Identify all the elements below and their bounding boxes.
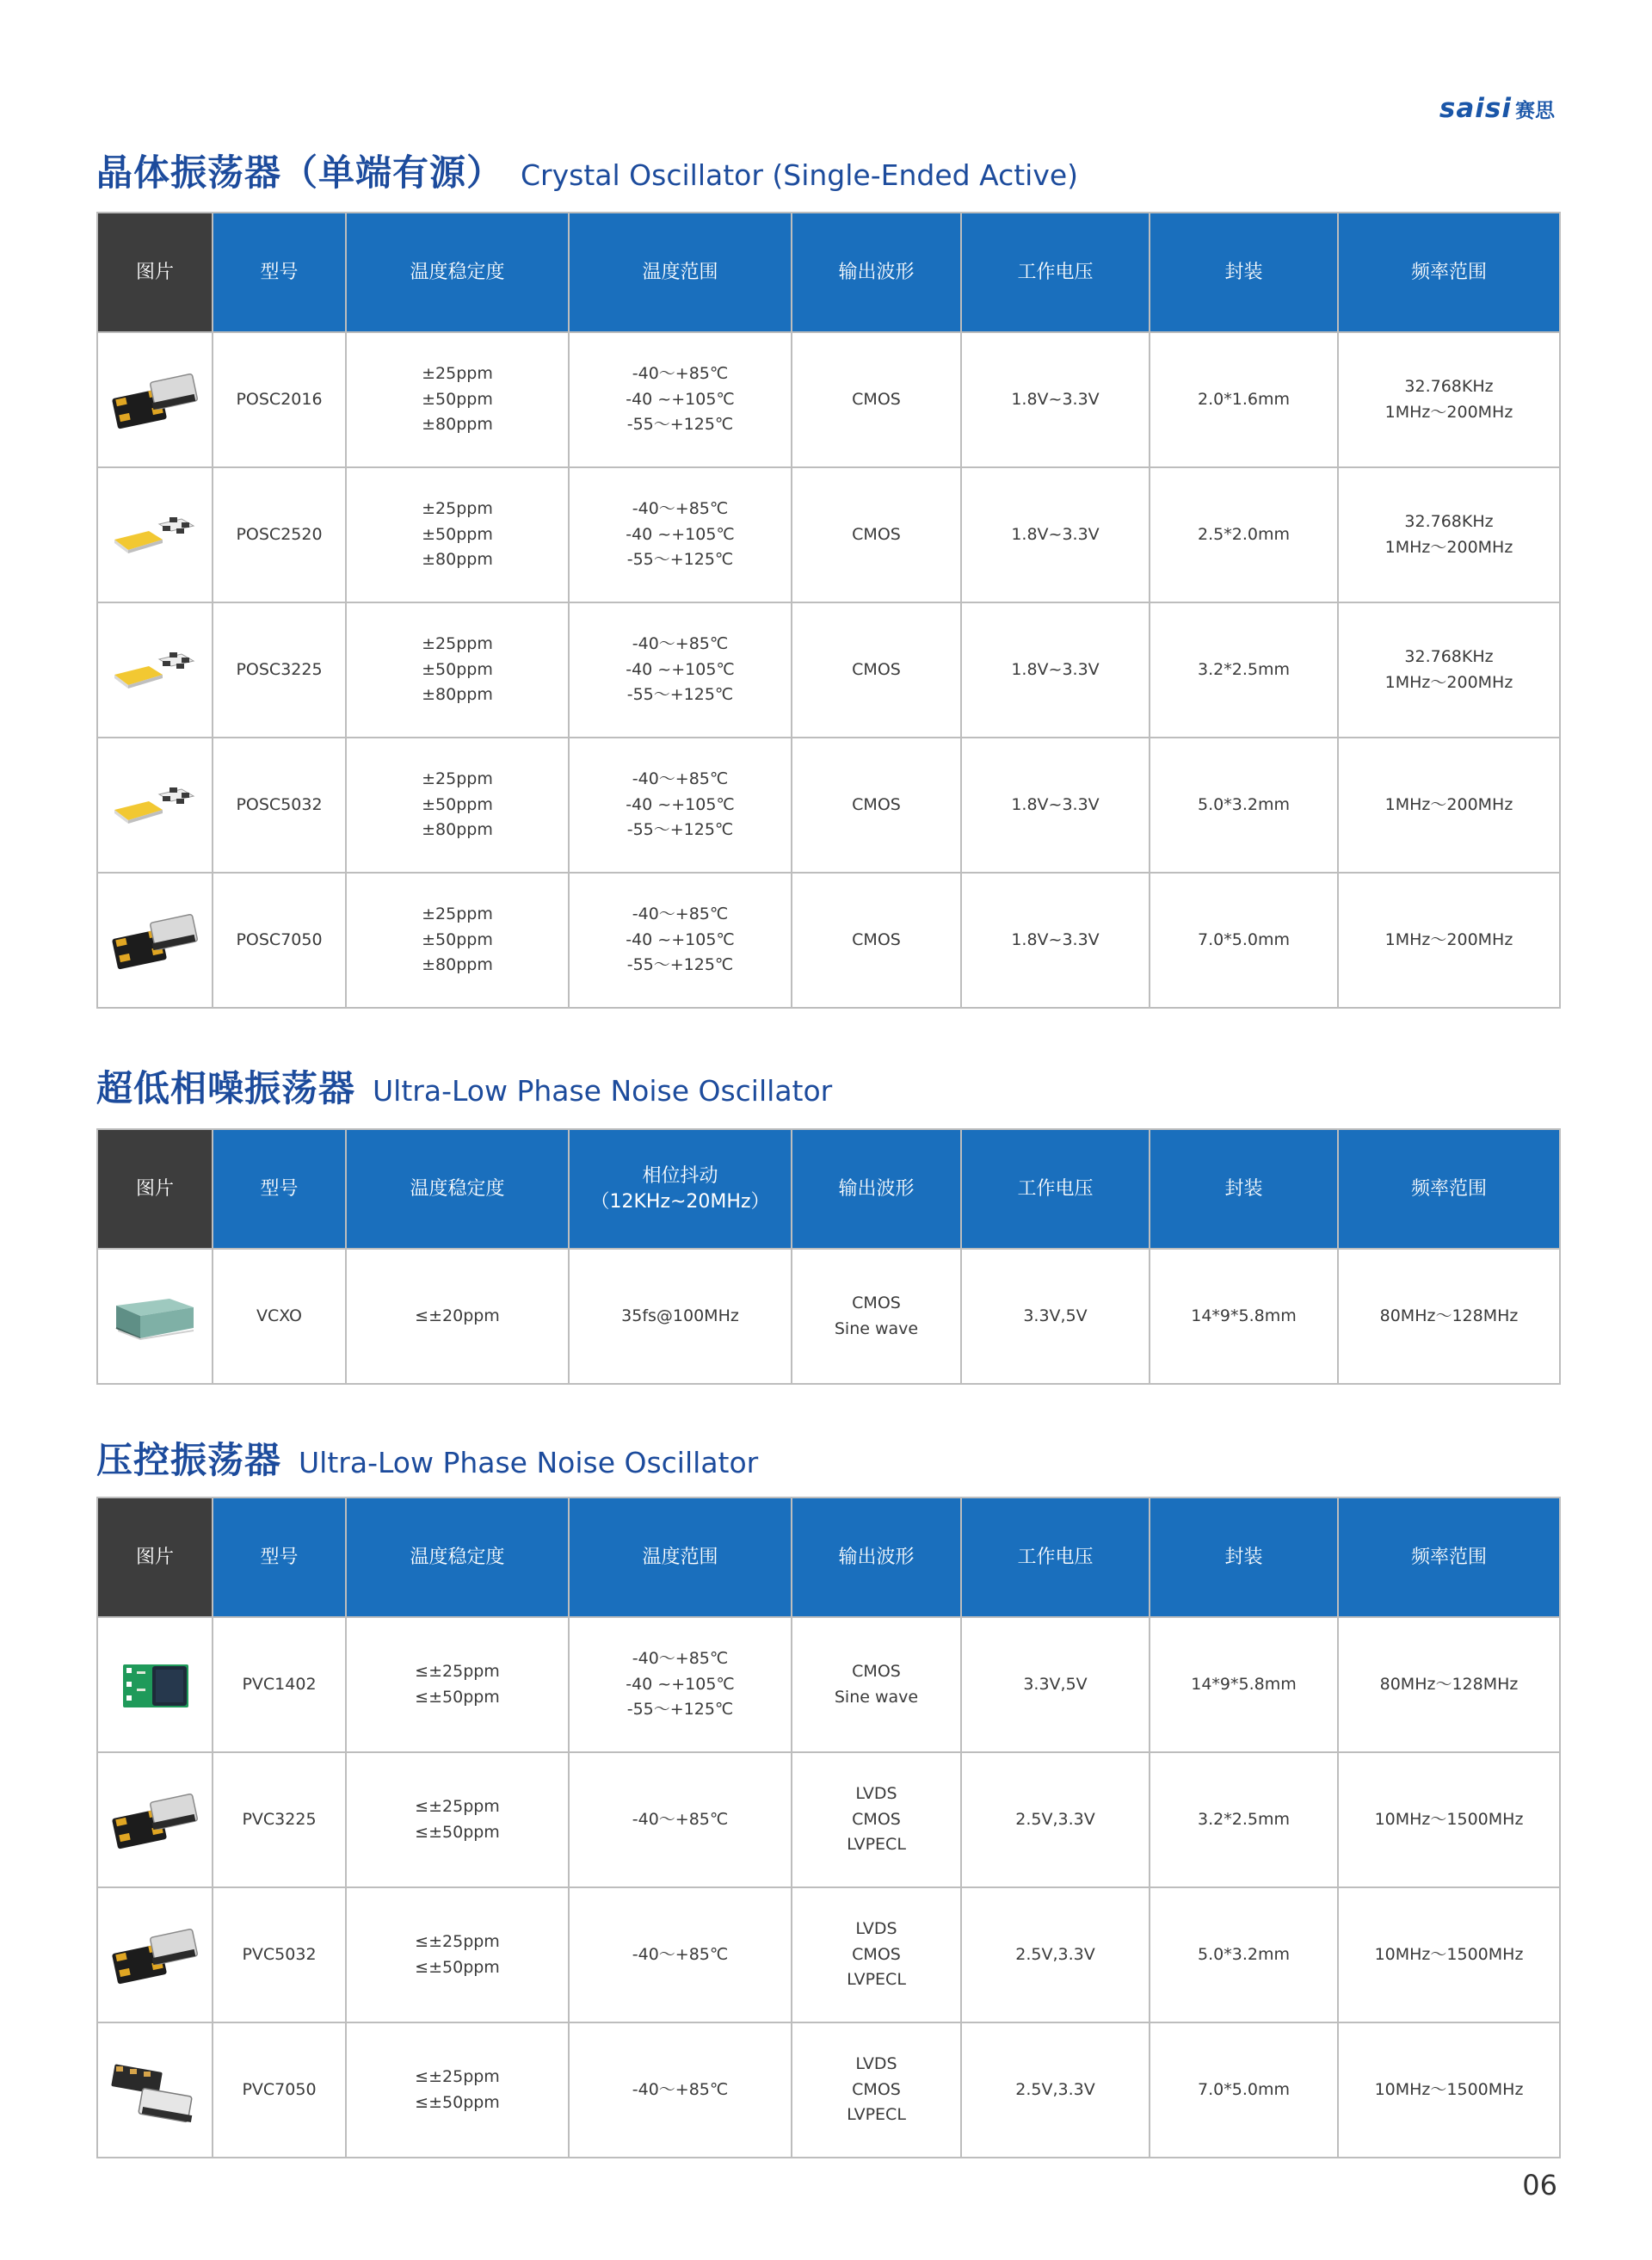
output-line: CMOS [852,1662,901,1682]
smd-gold-lid-icon [98,775,212,836]
table-header-row [97,213,1560,332]
output-line: CMOS [852,929,901,949]
output-line: LVPECL [847,1835,906,1855]
package-text: 3.2*2.5mm [1198,1809,1290,1829]
package-text: 7.0*5.0mm [1198,2079,1290,2099]
header-line: （12KHz~20MHz） [590,1190,770,1213]
temp-line: -40 ~+105℃ [626,389,735,409]
stability-line: ±25ppm [422,905,493,924]
freq-line: 10MHz～1500MHz [1374,1944,1524,1964]
voltage-cell [961,1249,1150,1384]
model-text: PVC5032 [242,1944,317,1964]
header-line: 输出波形 [838,1177,915,1200]
output-line: Sine wave [834,1318,919,1338]
product-image-cell [97,738,213,873]
column-header [961,213,1150,332]
voltage-text: 1.8V~3.3V [1011,389,1100,409]
stability-cell [346,873,569,1008]
column-header [1338,1129,1560,1249]
output-line: CMOS [852,659,901,679]
smd-gold-lid-icon [98,640,212,701]
package-cell [1150,1752,1338,1887]
temperature-cell [569,738,792,873]
stability-cell [346,1752,569,1887]
output-cell [792,602,961,738]
header-line: 工作电压 [1017,1177,1094,1200]
temp-line: -40～+85℃ [632,364,729,384]
package-cell [1150,467,1338,602]
table-row [97,2022,1560,2158]
section-title-cn: 超低相噪振荡器 [96,1067,356,1109]
ultra-low-phase-noise-table [96,1128,1561,1385]
voltage-text: 3.3V,5V [1023,1674,1088,1694]
model-cell [213,1249,346,1384]
voltage-text: 1.8V~3.3V [1011,929,1100,949]
temp-line: -55～+125℃ [626,820,734,840]
stability-cell [346,467,569,602]
temp-line: -55～+125℃ [626,415,734,435]
temp-line: -40～+85℃ [632,634,729,654]
logo-brand: saisi [1439,93,1512,124]
temp-line: -40～+85℃ [632,769,729,789]
temp-line: -40～+85℃ [632,2079,729,2099]
header-line: 温度稳定度 [410,1546,505,1568]
product-image-cell [97,1887,213,2022]
stability-line: ±80ppm [422,415,493,435]
frequency-cell [1338,873,1560,1008]
freq-line: 10MHz～1500MHz [1374,1809,1524,1829]
temp-line: -40～+85℃ [632,905,729,924]
frequency-cell [1338,1752,1560,1887]
output-cell [792,1887,961,2022]
voltage-cell [961,467,1150,602]
table-row [97,332,1560,467]
company-logo [1439,93,1555,124]
column-header [1338,213,1560,332]
output-cell [792,1617,961,1752]
stability-line: ≤±20ppm [415,1306,500,1325]
stability-line: ±25ppm [422,499,493,519]
freq-line: 1MHz～200MHz [1384,537,1513,557]
header-line: 频率范围 [1410,261,1487,283]
header-line: 图片 [135,1177,174,1200]
package-text: 2.0*1.6mm [1198,389,1290,409]
output-line: CMOS [852,794,901,814]
output-line: LVPECL [847,1970,906,1990]
smd-white-lid-icon [98,1919,212,1991]
table-row [97,467,1560,602]
stability-line: ±50ppm [422,794,493,814]
header-line: 封装 [1224,1546,1263,1568]
stability-line: ≤±25ppm [415,1932,500,1952]
model-cell [213,2022,346,2158]
temperature-cell [569,2022,792,2158]
model-cell [213,1752,346,1887]
header-line: 图片 [135,261,174,283]
column-header [213,213,346,332]
frequency-cell [1338,332,1560,467]
frequency-cell [1338,467,1560,602]
column-header [346,1497,569,1617]
stability-cell [346,738,569,873]
temp-line: -55～+125℃ [626,550,734,570]
model-text: VCXO [256,1306,303,1325]
column-header [792,1129,961,1249]
stability-line: ±80ppm [422,820,493,840]
temp-line: -40～+85℃ [632,1809,729,1829]
column-header [213,1497,346,1617]
header-line: 频率范围 [1410,1177,1487,1200]
table-row [97,738,1560,873]
freq-line: 32.768KHz [1404,647,1494,667]
product-image-cell [97,332,213,467]
table-row [97,873,1560,1008]
stability-line: ±25ppm [422,634,493,654]
voltage-cell [961,332,1150,467]
output-line: Sine wave [834,1687,919,1707]
output-line: CMOS [852,1809,901,1829]
package-cell [1150,2022,1338,2158]
freq-line: 32.768KHz [1404,512,1494,532]
header-line: 图片 [135,1546,174,1568]
voltage-text: 1.8V~3.3V [1011,524,1100,544]
output-line: LVPECL [847,2105,906,2125]
package-cell [1150,873,1338,1008]
package-cell [1150,1249,1338,1384]
model-text: POSC3225 [236,659,323,679]
section-title-crystal [96,145,1078,196]
voltage-cell [961,602,1150,738]
output-cell [792,873,961,1008]
model-cell [213,738,346,873]
freq-line: 1MHz～200MHz [1384,794,1513,814]
package-cell [1150,1617,1338,1752]
model-cell [213,467,346,602]
model-cell [213,1617,346,1752]
column-header [97,1129,213,1249]
temp-line: -40 ~+105℃ [626,794,735,814]
output-cell [792,2022,961,2158]
product-image-cell [97,1617,213,1752]
voltage-controlled-oscillator-table [96,1497,1561,2158]
voltage-text: 2.5V,3.3V [1015,2079,1095,2099]
temp-line: -40 ~+105℃ [626,524,735,544]
freq-line: 1MHz～200MHz [1384,402,1513,422]
temp-line: -40 ~+105℃ [626,1674,735,1694]
stability-line: ±50ppm [422,389,493,409]
header-line: 输出波形 [838,1546,915,1568]
stability-cell [346,1887,569,2022]
frequency-cell [1338,738,1560,873]
voltage-cell [961,1617,1150,1752]
column-header [1150,1129,1338,1249]
temp-line: -55～+125℃ [626,1700,734,1720]
stability-line: ±50ppm [422,524,493,544]
section-title-en: Ultra-Low Phase Noise Oscillator [299,1446,759,1479]
table-header-row [97,1129,1560,1249]
stability-line: ±25ppm [422,769,493,789]
model-cell [213,873,346,1008]
product-image-cell [97,467,213,602]
table-header-row [97,1497,1560,1617]
output-line: LVDS [855,2054,897,2074]
header-line: 温度范围 [642,1546,718,1568]
column-header [961,1129,1150,1249]
stability-line: ±50ppm [422,929,493,949]
temperature-cell [569,873,792,1008]
section-title-en: Ultra-Low Phase Noise Oscillator [373,1074,833,1108]
header-line: 输出波形 [838,261,915,283]
temperature-cell [569,1887,792,2022]
voltage-cell [961,738,1150,873]
output-cell [792,467,961,602]
column-header [569,213,792,332]
temp-line: 35fs@100MHz [621,1306,739,1325]
section-title-cn: 晶体振荡器（单端有源） [96,151,504,194]
package-text: 3.2*2.5mm [1198,659,1290,679]
package-text: 14*9*5.8mm [1191,1306,1297,1325]
output-line: LVDS [855,1919,897,1939]
stability-cell [346,2022,569,2158]
stability-line: ≤±50ppm [415,2092,500,2112]
package-cell [1150,738,1338,873]
column-header [97,1497,213,1617]
model-text: PVC3225 [242,1809,317,1829]
crystal-oscillator-table [96,212,1561,1009]
package-text: 14*9*5.8mm [1191,1674,1297,1694]
freq-line: 10MHz～1500MHz [1374,2079,1524,2099]
stability-line: ±80ppm [422,955,493,975]
frequency-cell [1338,1249,1560,1384]
frequency-cell [1338,1617,1560,1752]
voltage-cell [961,1752,1150,1887]
voltage-text: 3.3V,5V [1023,1306,1088,1325]
stability-line: ≤±50ppm [415,1822,500,1842]
header-line: 温度范围 [642,261,718,283]
output-line: CMOS [852,2079,901,2099]
temp-line: -40 ~+105℃ [626,659,735,679]
stability-line: ±80ppm [422,685,493,705]
voltage-cell [961,1887,1150,2022]
column-header [213,1129,346,1249]
frequency-cell [1338,602,1560,738]
stability-cell [346,332,569,467]
model-cell [213,602,346,738]
voltage-text: 2.5V,3.3V [1015,1809,1095,1829]
header-line: 型号 [260,1546,299,1568]
freq-line: 32.768KHz [1404,377,1494,397]
package-cell [1150,602,1338,738]
column-header [97,213,213,332]
model-text: POSC7050 [236,929,323,949]
smd-gold-lid-icon [98,505,212,565]
model-text: POSC5032 [236,794,323,814]
temperature-cell [569,332,792,467]
output-line: CMOS [852,1944,901,1964]
voltage-text: 1.8V~3.3V [1011,659,1100,679]
temperature-cell [569,467,792,602]
stability-line: ±25ppm [422,364,493,384]
temperature-cell [569,1617,792,1752]
voltage-cell [961,2022,1150,2158]
package-text: 7.0*5.0mm [1198,929,1290,949]
temp-line: -40～+85℃ [632,1944,729,1964]
stability-cell [346,1617,569,1752]
stability-line: ≤±25ppm [415,1662,500,1682]
green-pcb-module-icon [98,1649,212,1721]
column-header [792,1497,961,1617]
model-text: POSC2016 [236,389,323,409]
section-title-vcxo [96,1432,758,1484]
smd-white-lid-icon [98,364,212,436]
package-cell [1150,332,1338,467]
table-row [97,1249,1560,1384]
output-line: CMOS [852,524,901,544]
table-row [97,602,1560,738]
voltage-text: 2.5V,3.3V [1015,1944,1095,1964]
header-line: 频率范围 [1410,1546,1487,1568]
page-number: 06 [1522,2169,1557,2201]
stability-line: ≤±50ppm [415,1957,500,1977]
stability-line: ±50ppm [422,659,493,679]
freq-line: 1MHz～200MHz [1384,929,1513,949]
output-line: CMOS [852,389,901,409]
product-image-cell [97,1752,213,1887]
product-image-cell [97,1249,213,1384]
stability-line: ≤±25ppm [415,1797,500,1817]
package-cell [1150,1887,1338,2022]
product-image-cell [97,602,213,738]
package-text: 5.0*3.2mm [1198,1944,1290,1964]
smd-white-lid-icon [98,1784,212,1856]
package-text: 5.0*3.2mm [1198,794,1290,814]
logo-brand-cn: 赛思 [1515,100,1555,122]
frequency-cell [1338,1887,1560,2022]
voltage-text: 1.8V~3.3V [1011,794,1100,814]
product-image-cell [97,873,213,1008]
stability-line: ≤±25ppm [415,2067,500,2087]
stability-cell [346,1249,569,1384]
output-line: LVDS [855,1784,897,1804]
package-text: 2.5*2.0mm [1198,524,1290,544]
table-row [97,1752,1560,1887]
temp-line: -40～+85℃ [632,499,729,519]
column-header [1150,1497,1338,1617]
model-text: PVC1402 [242,1674,317,1694]
product-image-cell [97,2022,213,2158]
temp-line: -55～+125℃ [626,685,734,705]
header-line: 温度稳定度 [410,261,505,283]
temperature-cell [569,1752,792,1887]
frequency-cell [1338,2022,1560,2158]
output-cell [792,738,961,873]
temp-line: -55～+125℃ [626,955,734,975]
stability-line: ±80ppm [422,550,493,570]
stability-line: ≤±50ppm [415,1687,500,1707]
freq-line: 1MHz～200MHz [1384,672,1513,692]
column-header [569,1497,792,1617]
column-header [1338,1497,1560,1617]
column-header [569,1129,792,1249]
header-line: 型号 [260,1177,299,1200]
header-line: 相位抖动 [642,1164,718,1187]
table-row [97,1887,1560,2022]
section-title-en: Crystal Oscillator (Single-Ended Active) [521,158,1079,192]
output-cell [792,332,961,467]
model-cell [213,332,346,467]
temperature-cell [569,602,792,738]
freq-line: 80MHz～128MHz [1379,1674,1519,1694]
temp-line: -40 ~+105℃ [626,929,735,949]
temp-line: -40～+85℃ [632,1649,729,1669]
header-line: 封装 [1224,1177,1263,1200]
output-line: CMOS [852,1294,901,1313]
table-row [97,1617,1560,1752]
column-header [961,1497,1150,1617]
section-title-ultra-low [96,1060,832,1112]
header-line: 型号 [260,261,299,283]
voltage-cell [961,873,1150,1008]
temperature-cell [569,1249,792,1384]
smd-six-pad-icon [98,2054,212,2127]
model-text: PVC7050 [242,2079,317,2099]
header-line: 封装 [1224,261,1263,283]
column-header [1150,213,1338,332]
header-line: 工作电压 [1017,1546,1094,1568]
metal-can-oscillator-icon [98,1287,212,1347]
column-header [346,213,569,332]
header-line: 温度稳定度 [410,1177,505,1200]
model-text: POSC2520 [236,524,323,544]
section-title-cn: 压控振荡器 [96,1439,282,1481]
output-cell [792,1752,961,1887]
header-line: 工作电压 [1017,261,1094,283]
model-cell [213,1887,346,2022]
stability-cell [346,602,569,738]
smd-white-lid-icon [98,905,212,977]
output-cell [792,1249,961,1384]
freq-line: 80MHz～128MHz [1379,1306,1519,1325]
column-header [792,213,961,332]
column-header [346,1129,569,1249]
